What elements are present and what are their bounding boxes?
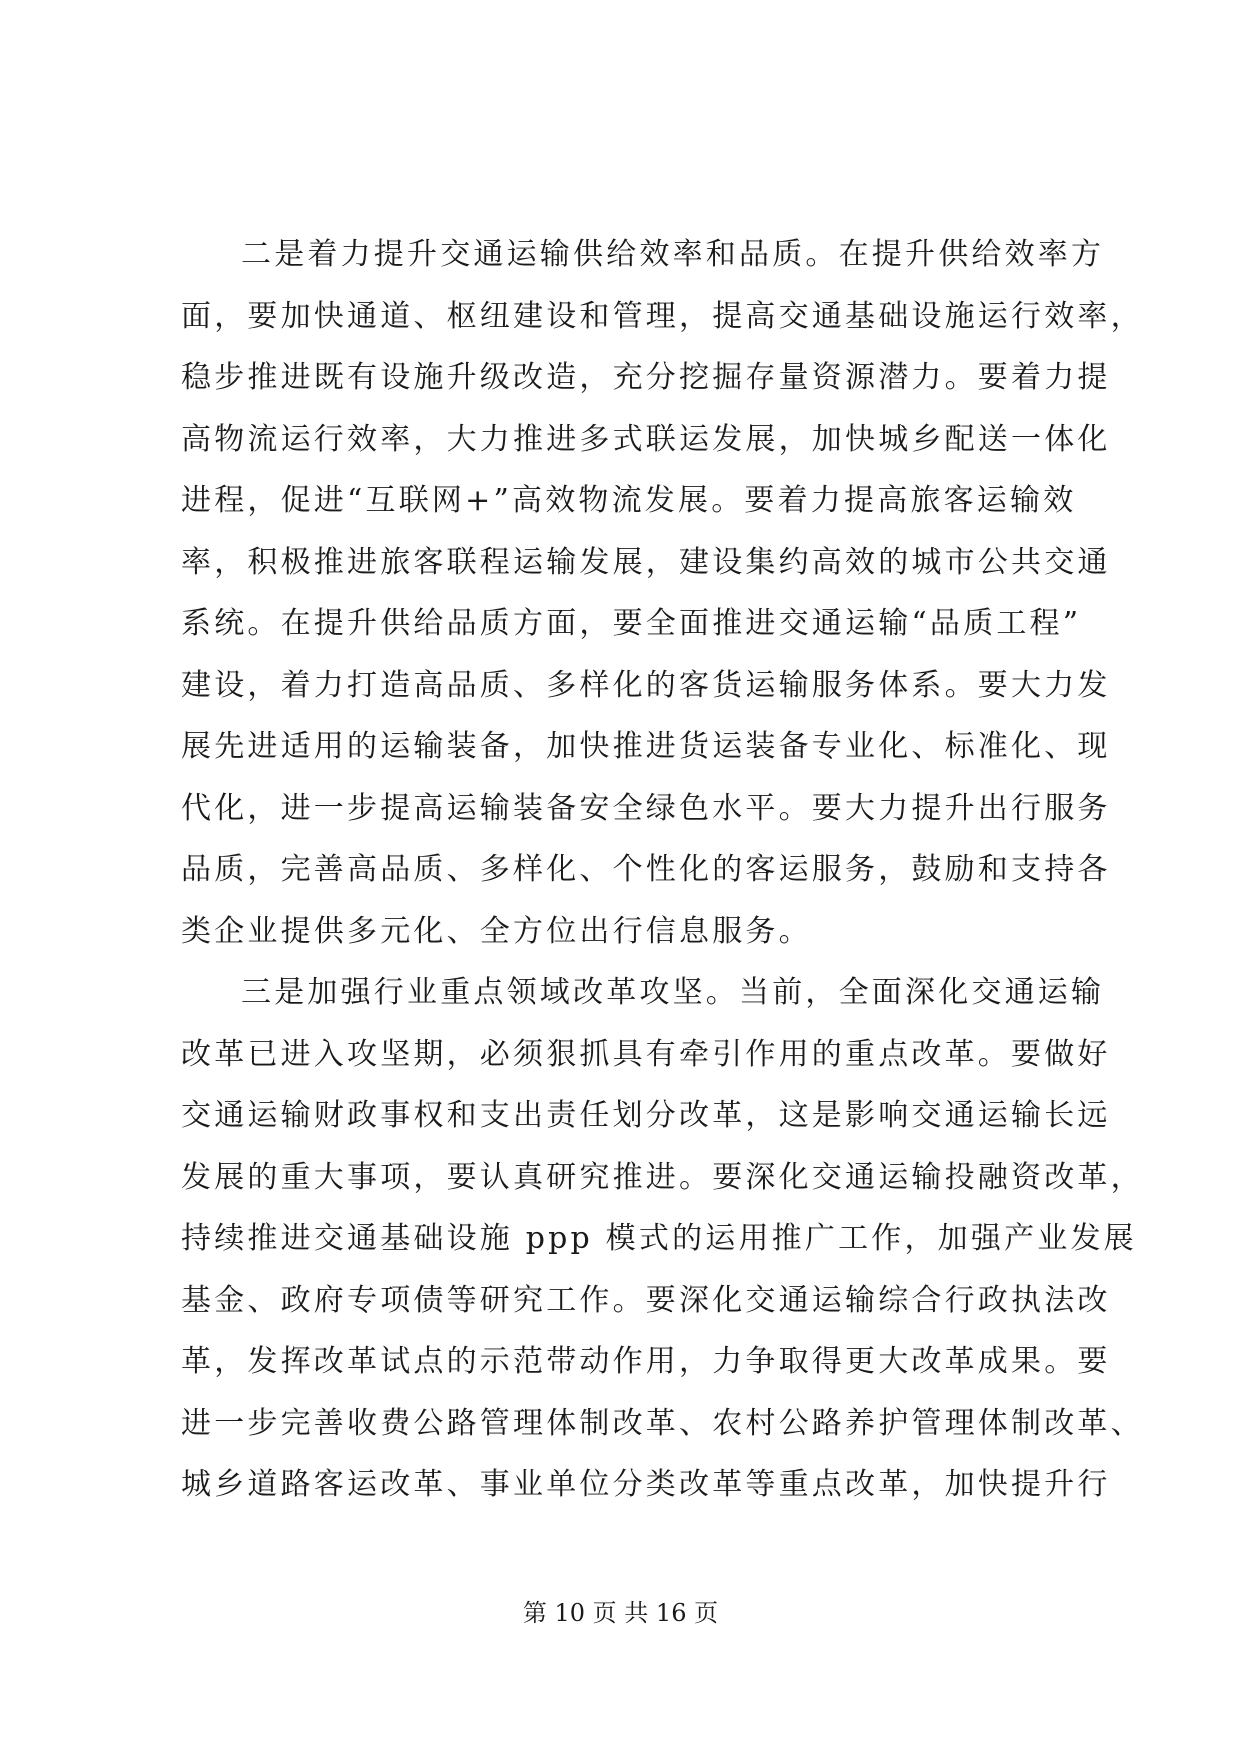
text-line: 系统。在提升供给品质方面，要全面推进交通运输“品质工程” xyxy=(181,606,1082,641)
text-line: 类企业提供多元化、全方位出行信息服务。 xyxy=(181,913,812,949)
text-line: 率，积极推进旅客联程运输发展，建设集约高效的城市公共交通 xyxy=(181,544,1111,580)
text-line: 代化，进一步提高运输装备安全绿色水平。要大力提升出行服务 xyxy=(181,790,1111,826)
text-line: 进程，促进“互联网+”高效物流发展。要着力提高旅客运输效 xyxy=(181,483,1077,518)
text-line: 革，发挥改革试点的示范带动作用，力争取得更大改革成果。要 xyxy=(181,1344,1111,1379)
text-line: 二是着力提升交通运输供给效率和品质。在提升供给效率方 xyxy=(241,237,1105,272)
text-line: 交通运输财政事权和支出责任划分改革，这是影响交通运输长远 xyxy=(181,1098,1111,1133)
page-number-footer: 第 10 页 共 16 页 xyxy=(522,1599,719,1627)
text-line: 发展的重大事项，要认真研究推进。要深化交通运输投融资改革， xyxy=(181,1159,1144,1195)
paragraph-supply-efficiency xyxy=(181,224,1144,962)
text-line: 展先进适用的运输装备，加快推进货运装备专业化、标准化、现 xyxy=(181,729,1111,764)
text-line: 稳步推进既有设施升级改造，充分挖掘存量资源潜力。要着力提 xyxy=(181,360,1111,395)
text-line: 建设，着力打造高品质、多样化的客货运输服务体系。要大力发 xyxy=(181,667,1111,703)
text-line: 城乡道路客运改革、事业单位分类改革等重点改革，加快提升行 xyxy=(181,1467,1111,1502)
text-line: 品质，完善高品质、多样化、个性化的客运服务，鼓励和支持各 xyxy=(181,852,1111,887)
paragraph-reform xyxy=(181,962,1144,1516)
text-line: 基金、政府专项债等研究工作。要深化交通运输综合行政执法改 xyxy=(181,1282,1111,1318)
text-line: 持续推进交通基础设施 ppp 模式的运用推广工作，加强产业发展 xyxy=(181,1221,1137,1256)
text-line: 进一步完善收费公路管理体制改革、农村公路养护管理体制改革、 xyxy=(181,1405,1144,1441)
text-line: 改革已进入攻坚期，必须狠抓具有牵引作用的重点改革。要做好 xyxy=(181,1036,1111,1072)
text-line: 面，要加快通道、枢纽建设和管理，提高交通基础设施运行效率， xyxy=(181,298,1144,334)
text-line: 高物流运行效率，大力推进多式联运发展，加快城乡配送一体化 xyxy=(181,421,1111,457)
document-body xyxy=(181,224,1144,1516)
text-line: 三是加强行业重点领域改革攻坚。当前，全面深化交通运输 xyxy=(241,975,1105,1010)
